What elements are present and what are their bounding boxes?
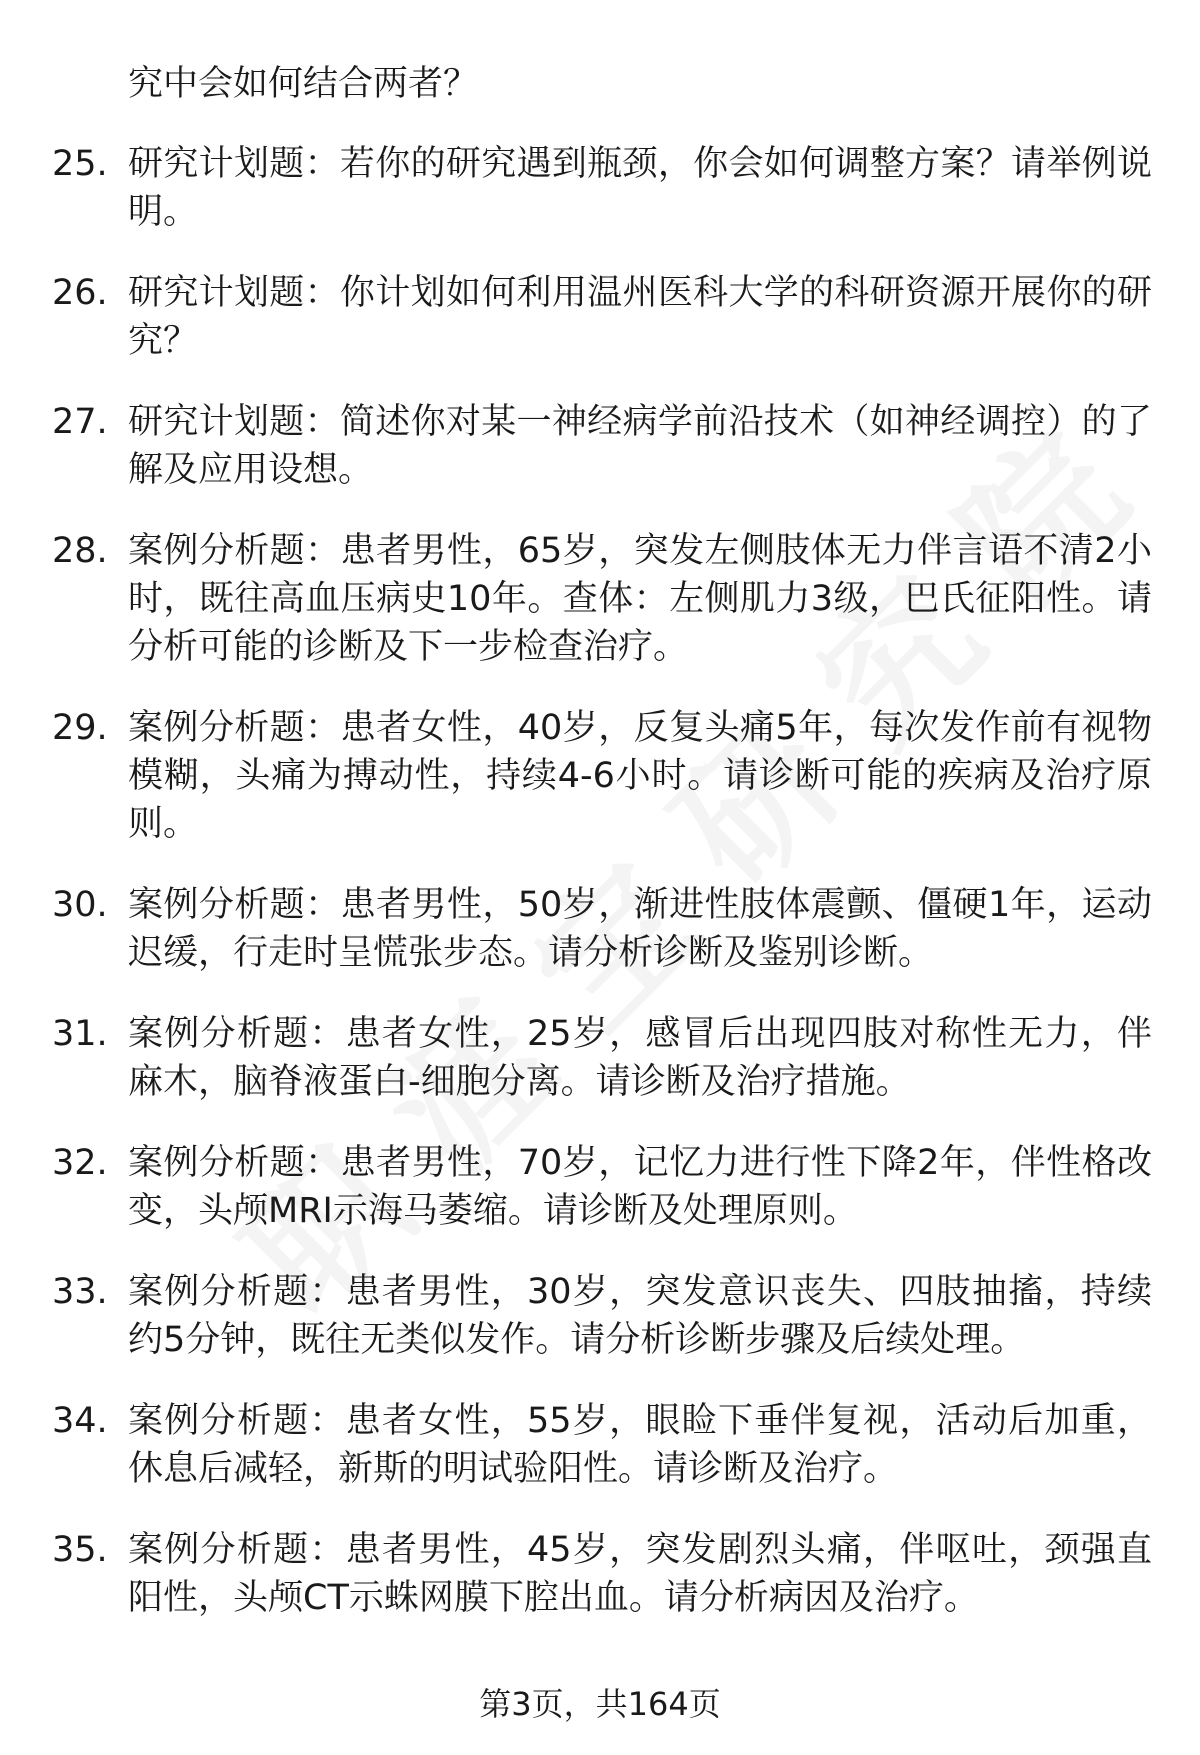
question-number: 26. bbox=[52, 273, 108, 313]
question-number: 34. bbox=[52, 1401, 108, 1441]
question-text: 案例分析题：患者女性，40岁，反复头痛5年，每次发作前有视物模糊，头痛为搏动性，持续4-6小时。请诊断可能的疾病及治疗原则。 bbox=[128, 708, 1152, 844]
continuation-text: 究中会如何结合两者？ bbox=[128, 64, 479, 104]
question-item bbox=[0, 269, 1200, 365]
question-number: 30. bbox=[52, 885, 108, 925]
question-text: 研究计划题：你计划如何利用温州医科大学的科研资源开展你的研究？ bbox=[128, 273, 1152, 361]
question-number: 32. bbox=[52, 1143, 108, 1183]
question-item bbox=[0, 140, 1200, 236]
question-number: 25. bbox=[52, 144, 108, 184]
question-text: 研究计划题：若你的研究遇到瓶颈，你会如何调整方案？请举例说明。 bbox=[128, 144, 1152, 232]
question-number: 35. bbox=[52, 1530, 108, 1570]
question-item bbox=[0, 398, 1200, 494]
question-item bbox=[0, 527, 1200, 671]
question-text: 研究计划题：简述你对某一神经病学前沿技术（如神经调控）的了解及应用设想。 bbox=[128, 402, 1152, 490]
question-text: 案例分析题：患者男性，70岁，记忆力进行性下降2年，伴性格改变，头颅MRI示海马萎缩。请诊断及处理原则。 bbox=[128, 1143, 1152, 1231]
question-item bbox=[0, 1268, 1200, 1364]
question-number: 27. bbox=[52, 402, 108, 442]
question-number: 31. bbox=[52, 1014, 108, 1054]
question-text: 案例分析题：患者女性，55岁，眼睑下垂伴复视，活动后加重，休息后减轻，新斯的明试验阳性。请诊断及治疗。 bbox=[128, 1401, 1152, 1489]
page-footer bbox=[0, 1682, 1200, 1726]
question-list bbox=[0, 140, 1200, 1655]
question-item bbox=[0, 881, 1200, 977]
question-text: 案例分析题：患者男性，65岁，突发左侧肢体无力伴言语不清2小时，既往高血压病史10年。查体：左侧肌力3级，巴氏征阳性。请分析可能的诊断及下一步检查治疗。 bbox=[128, 531, 1152, 667]
question-text: 案例分析题：患者男性，30岁，突发意识丧失、四肢抽搐，持续约5分钟，既往无类似发作。请分析诊断步骤及后续处理。 bbox=[128, 1272, 1152, 1360]
question-item bbox=[0, 704, 1200, 848]
question-item bbox=[0, 1397, 1200, 1493]
question-number: 29. bbox=[52, 708, 108, 748]
question-text: 案例分析题：患者男性，50岁，渐进性肢体震颤、僵硬1年，运动迟缓，行走时呈慌张步态。请分析诊断及鉴别诊断。 bbox=[128, 885, 1152, 973]
question-number: 28. bbox=[52, 531, 108, 571]
page-number-label: 第3页，共164页 bbox=[479, 1685, 721, 1723]
question-item bbox=[0, 1010, 1200, 1106]
question-item bbox=[0, 1526, 1200, 1622]
question-item bbox=[0, 1139, 1200, 1235]
question-number: 33. bbox=[52, 1272, 108, 1312]
question-text: 案例分析题：患者男性，45岁，突发剧烈头痛，伴呕吐，颈强直阳性，头颅CT示蛛网膜下腔出血。请分析病因及治疗。 bbox=[128, 1530, 1152, 1618]
question-text: 案例分析题：患者女性，25岁，感冒后出现四肢对称性无力，伴麻木，脑脊液蛋白-细胞分离。请诊断及治疗措施。 bbox=[128, 1014, 1152, 1102]
